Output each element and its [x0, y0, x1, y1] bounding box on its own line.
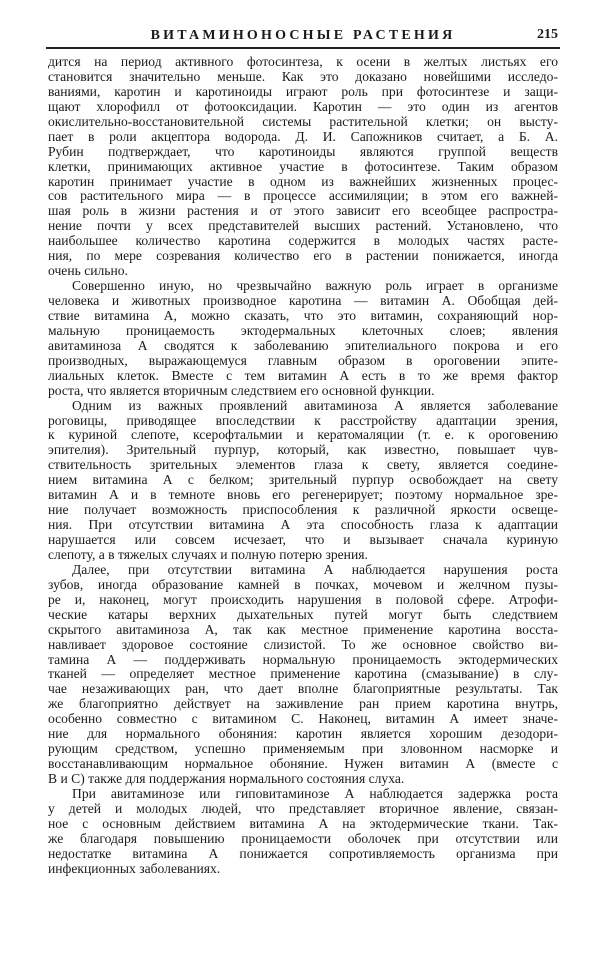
text-line: сов растительного мира — в процессе ассимиляции; в этом его важней-	[48, 189, 558, 204]
text-line: ние получает возможность приспособления к различной яркости освеще-	[48, 503, 558, 518]
text-line: шая роль в жизни растения и от этого зависит его всеобщее распростра-	[48, 204, 558, 219]
text-line: производных, выражающемуся главным образом в ороговении эпите-	[48, 353, 558, 368]
paragraph	[48, 279, 558, 399]
text-line: эпителия). Зрительный пурпур, который, как известно, повышает чув-	[48, 443, 558, 458]
text-line: очень сильно.	[48, 264, 128, 279]
text-line: роста, что является вторичным следствием его основной функции.	[48, 383, 435, 398]
text-line: ния, по мере созревания количество его в растении понижается, иногда	[48, 249, 558, 264]
paragraph	[48, 399, 558, 563]
text-line: ствие витамина А, можно сказать, что это витамин, сохраняющий нор-	[48, 308, 558, 323]
text-line: тамина А — поддерживать нормальную проницаемость эктодермических	[48, 652, 558, 667]
text-line: нием витамина А с белком; зрительный пурпур освобождает на свету	[48, 473, 558, 488]
paragraph	[48, 787, 558, 877]
paragraph	[48, 563, 558, 787]
text-line: ствительность зрительных элементов глаза к свету, является соедине-	[48, 458, 558, 473]
text-line: тканей — определяет местное применение каротина (смазывание) в слу-	[48, 667, 558, 682]
text-line: окислительно-восстановительной системы растительной клетки; он высту-	[48, 114, 558, 129]
running-header	[46, 26, 560, 46]
text-line: дится на период активного фотосинтеза, к осени в желтых листьях его	[48, 55, 558, 69]
text-line: роговицы, приводящее впоследствии к расстройству адаптации зрения,	[48, 413, 558, 428]
text-line: щают хлорофилл от фотооксидации. Каротин — это один из агентов	[48, 99, 558, 114]
text-line: клетки, принимающих активное участие в фотосинтезе. Таким образом	[48, 159, 558, 174]
text-line: пает в роли акцептора водорода. Д. И. Сапожников считает, а Б. А.	[48, 129, 558, 144]
text-line: особенно совместно с витамином С. Наконец, витамин А имеет значе-	[48, 712, 558, 727]
text-line: ное с основным действием витамина А на эктодермические ткани. Так-	[48, 816, 558, 831]
text-line: Далее, при отсутствии витамина А наблюдается нарушения роста	[72, 562, 558, 577]
text-line: зубов, иногда образование камней в почках, мочевом и желчном пузы-	[48, 577, 558, 592]
text-line: к куриной слепоте, ксерофтальмии и кератомаляции (т. е. к ороговению	[48, 428, 558, 443]
text-line: ческие катары верхних дыхательных путей могут быть следствием	[48, 607, 558, 622]
text-line: навливает здоровое состояние слизистой. То же основное свойство ви-	[48, 637, 558, 652]
text-line: же благодаря повышению проницаемости оболочек при отсутствии или	[48, 831, 558, 846]
text-line: мальную проницаемость эктодермальных клеточных слоев; явления	[48, 323, 558, 338]
text-line: витамин А и в темноте вновь его регенерирует; поэтому нормальное зре-	[48, 488, 558, 503]
text-line: Одним из важных проявлений авитаминоза А является заболевание	[72, 398, 558, 413]
text-line: В и С) также для поддержания нормального состояния слуха.	[48, 772, 405, 786]
text-line: каротин принимает участие в одном из важнейших жизненных процес-	[48, 174, 558, 189]
text-line: инфекционных заболеваниях.	[48, 861, 221, 876]
header-rule	[46, 47, 560, 49]
text-line: нарушается или совсем исчезает, что и вызывает сначала куриную	[48, 533, 558, 547]
running-title: ВИТАМИНОНОСНЫЕ РАСТЕНИЯ	[150, 28, 456, 43]
text-line: недостатке витамина А понижается сопротивляемость организма при	[48, 846, 558, 861]
text-line: же благоприятно действует на заживление ран прием каротина внутрь,	[48, 697, 558, 712]
text-line: у детей и молодых людей, что представляет вторичное явление, связан-	[48, 801, 558, 816]
text-line: рующим средством, успешно применяемым при зловонном насморке и	[48, 742, 558, 757]
text-line: человека и животных производное каротина — витамин А. Обобщая дей-	[48, 294, 558, 308]
page-body	[48, 55, 558, 877]
paragraph	[48, 55, 558, 279]
text-line: ние для нормального обоняния: каротин является хорошим дезодори-	[48, 727, 558, 742]
text-line: При авитаминозе или гиповитаминозе А наблюдается задержка роста	[72, 786, 558, 801]
text-line: авитаминоза А сводятся к заболеванию эпителиального покрова и его	[48, 338, 558, 353]
text-line: становится значительно меньше. Как это доказано новейшими исследо-	[48, 69, 558, 84]
text-line: ваниями, каротин и каротиноиды играют роль при фотосинтезе и защи-	[48, 84, 558, 99]
text-line: слепоту, а в тяжелых случаях и полную потерю зрения.	[48, 547, 368, 562]
text-line: Рубин подтверждает, что каротиноиды являются группой веществ	[48, 144, 558, 159]
text-line: восстанавливающим нормальное обоняние. Нужен витамин А (вместе с	[48, 757, 558, 772]
text-line: ния. При отсутствии витамина А эта способность глаза к адаптации	[48, 518, 558, 533]
text-line: нение почти у всех представителей высших растений. Установлено, что	[48, 219, 558, 234]
text-line: ре и, наконец, могут происходить нарушения в половой сфере. Атрофи-	[48, 592, 558, 607]
text-line: Совершенно иную, но чрезвычайно важную роль играет в организме	[72, 279, 558, 294]
text-line: чае незаживающих ран, что дает вполне благоприятные результаты. Так	[48, 682, 558, 697]
text-line: лиальных клеток. Вместе с тем витамин А есть в то же время фактор	[48, 368, 558, 383]
page-number: 215	[537, 27, 558, 42]
text-line: наибольшее количество каротина содержится в молодых частях расте-	[48, 234, 558, 249]
text-line: скрытого авитаминоза А, так как местное применение каротина восста-	[48, 622, 558, 637]
